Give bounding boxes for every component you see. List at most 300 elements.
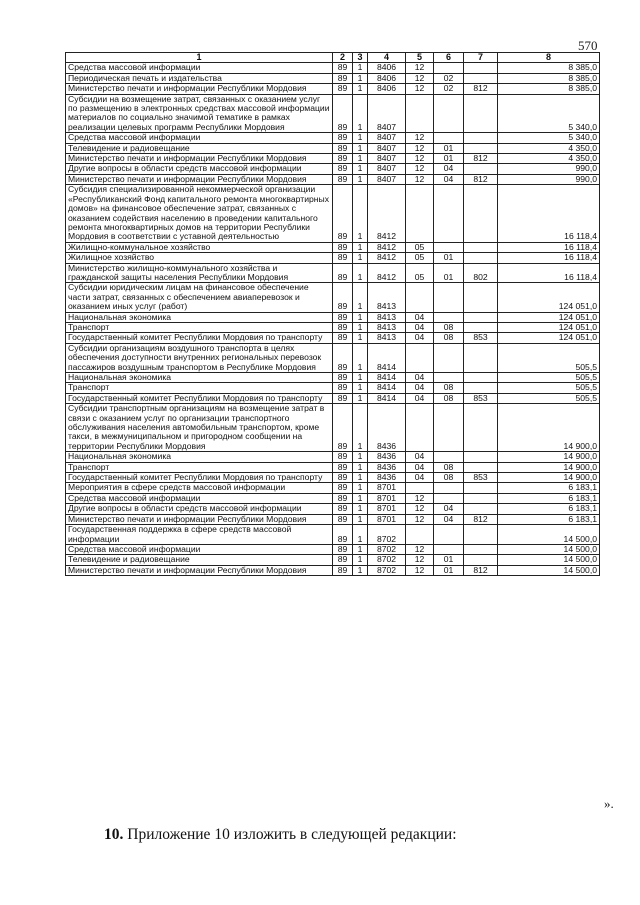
- row-code: 89: [333, 383, 353, 393]
- row-amount: 14 500,0: [498, 544, 600, 554]
- table-row: [66, 322, 600, 332]
- row-code: [464, 143, 498, 153]
- row-code: [434, 343, 464, 372]
- row-code: 89: [333, 404, 353, 452]
- row-code: [464, 312, 498, 322]
- row-code: 89: [333, 94, 353, 133]
- row-description: Министерство печати и информации Республики Мордовия: [66, 565, 333, 575]
- row-amount: 505,5: [498, 383, 600, 393]
- row-code: 89: [333, 452, 353, 462]
- row-code: 89: [333, 174, 353, 184]
- row-description: Субсидии на возмещение затрат, связанных с оказанием услуг по размещению в электронных средствах массовой информации материалов по социально значимой тематике в рамках реализации целевых программ Республики Мордовия: [66, 94, 333, 133]
- row-code: 1: [353, 504, 368, 514]
- row-code: 89: [333, 164, 353, 174]
- row-code: 8702: [368, 555, 406, 565]
- row-code: 8406: [368, 73, 406, 83]
- row-description: Средства массовой информации: [66, 544, 333, 554]
- table-row: [66, 393, 600, 403]
- row-amount: 990,0: [498, 164, 600, 174]
- row-code: [464, 94, 498, 133]
- row-amount: 14 900,0: [498, 452, 600, 462]
- row-code: 01: [434, 143, 464, 153]
- row-code: [434, 63, 464, 73]
- row-code: 05: [406, 253, 434, 263]
- row-amount: 505,5: [498, 373, 600, 383]
- row-code: 8413: [368, 322, 406, 332]
- row-code: 1: [353, 473, 368, 483]
- table-row: [66, 283, 600, 312]
- row-code: 802: [464, 263, 498, 283]
- table-row: [66, 555, 600, 565]
- row-description: Транспорт: [66, 383, 333, 393]
- row-code: [464, 185, 498, 242]
- row-code: 04: [434, 174, 464, 184]
- row-code: [464, 493, 498, 503]
- row-code: 89: [333, 253, 353, 263]
- row-code: 89: [333, 154, 353, 164]
- row-code: 8414: [368, 373, 406, 383]
- row-code: 1: [353, 154, 368, 164]
- row-description: Государственный комитет Республики Мордовия по транспорту: [66, 473, 333, 483]
- row-code: 08: [434, 393, 464, 403]
- table-row: [66, 333, 600, 343]
- row-code: 8413: [368, 283, 406, 312]
- table-row: [66, 544, 600, 554]
- row-code: 1: [353, 73, 368, 83]
- row-code: [434, 242, 464, 252]
- row-code: [464, 383, 498, 393]
- row-description: Государственный комитет Республики Мордовия по транспорту: [66, 333, 333, 343]
- row-amount: 8 385,0: [498, 84, 600, 94]
- table-row: [66, 514, 600, 524]
- row-code: 04: [406, 462, 434, 472]
- row-code: 12: [406, 84, 434, 94]
- row-description: Транспорт: [66, 322, 333, 332]
- row-amount: 4 350,0: [498, 154, 600, 164]
- row-code: 89: [333, 84, 353, 94]
- row-code: 8702: [368, 525, 406, 545]
- row-description: Периодическая печать и издательства: [66, 73, 333, 83]
- table-row: [66, 462, 600, 472]
- row-description: Министерство печати и информации Республики Мордовия: [66, 84, 333, 94]
- table-row: [66, 185, 600, 242]
- row-code: 8407: [368, 174, 406, 184]
- row-code: [406, 94, 434, 133]
- row-description: Мероприятия в сфере средств массовой информации: [66, 483, 333, 493]
- row-code: 8412: [368, 253, 406, 263]
- row-code: 04: [406, 312, 434, 322]
- table-row: [66, 133, 600, 143]
- row-code: 1: [353, 452, 368, 462]
- row-code: 12: [406, 63, 434, 73]
- table-row: [66, 263, 600, 283]
- table-row: [66, 383, 600, 393]
- row-code: 812: [464, 154, 498, 164]
- row-code: [434, 404, 464, 452]
- row-code: 89: [333, 73, 353, 83]
- row-code: [434, 544, 464, 554]
- row-description: Жилищное хозяйство: [66, 253, 333, 263]
- row-code: 12: [406, 555, 434, 565]
- row-code: 89: [333, 333, 353, 343]
- row-amount: 124 051,0: [498, 312, 600, 322]
- row-code: 8436: [368, 462, 406, 472]
- row-code: [434, 493, 464, 503]
- row-amount: 5 340,0: [498, 94, 600, 133]
- row-code: 8407: [368, 164, 406, 174]
- row-code: 853: [464, 393, 498, 403]
- row-code: 1: [353, 333, 368, 343]
- row-code: 8413: [368, 333, 406, 343]
- column-header: 8: [498, 53, 600, 63]
- row-code: 89: [333, 565, 353, 575]
- row-code: 89: [333, 504, 353, 514]
- row-code: [434, 283, 464, 312]
- row-code: [464, 373, 498, 383]
- table-row: [66, 63, 600, 73]
- row-code: [434, 525, 464, 545]
- row-code: 05: [406, 242, 434, 252]
- page-number: 570: [578, 38, 598, 53]
- row-code: [464, 404, 498, 452]
- row-amount: 8 385,0: [498, 73, 600, 83]
- row-code: 812: [464, 514, 498, 524]
- row-code: 812: [464, 174, 498, 184]
- row-code: 8414: [368, 343, 406, 372]
- table-row: [66, 565, 600, 575]
- table-row: [66, 493, 600, 503]
- table-row: [66, 253, 600, 263]
- row-amount: 14 500,0: [498, 525, 600, 545]
- row-code: 812: [464, 84, 498, 94]
- row-code: 89: [333, 63, 353, 73]
- row-code: 04: [434, 164, 464, 174]
- row-code: [464, 483, 498, 493]
- row-code: [434, 185, 464, 242]
- row-description: Государственный комитет Республики Мордовия по транспорту: [66, 393, 333, 403]
- row-code: [434, 312, 464, 322]
- row-description: Телевидение и радиовещание: [66, 143, 333, 153]
- column-header: 7: [464, 53, 498, 63]
- row-amount: 6 183,1: [498, 504, 600, 514]
- row-code: 04: [406, 383, 434, 393]
- row-code: 1: [353, 263, 368, 283]
- table-row: [66, 174, 600, 184]
- row-code: [464, 133, 498, 143]
- row-code: 1: [353, 63, 368, 73]
- row-code: 04: [406, 333, 434, 343]
- row-amount: 8 385,0: [498, 63, 600, 73]
- row-code: [406, 343, 434, 372]
- row-amount: 6 183,1: [498, 514, 600, 524]
- row-code: 08: [434, 333, 464, 343]
- row-amount: 16 118,4: [498, 185, 600, 242]
- row-description: Субсидия специализированной некоммерческой организации «Республиканский Фонд капитального ремонта многоквартирных домов» на финансовое обеспечение затрат, связанных с оказанием содействия населению в проведении капитального ремонта многоквартирных домов на территории Республики Мордовия в соответствии с уставной деятельностью: [66, 185, 333, 242]
- row-code: 8407: [368, 133, 406, 143]
- row-code: 01: [434, 565, 464, 575]
- row-amount: 505,5: [498, 393, 600, 403]
- row-amount: 14 900,0: [498, 404, 600, 452]
- row-code: 1: [353, 525, 368, 545]
- row-code: 1: [353, 143, 368, 153]
- row-amount: 14 900,0: [498, 462, 600, 472]
- row-code: 04: [434, 514, 464, 524]
- row-amount: 16 118,4: [498, 253, 600, 263]
- row-code: 1: [353, 174, 368, 184]
- table-row: [66, 164, 600, 174]
- row-code: 12: [406, 154, 434, 164]
- row-description: Субсидии организациям воздушного транспорта в целях обеспечения доступности внутренних региональных перевозок пассажиров воздушным транспортом в Республике Мордовия: [66, 343, 333, 372]
- row-code: [464, 253, 498, 263]
- row-code: 01: [434, 263, 464, 283]
- row-code: 89: [333, 525, 353, 545]
- row-code: 02: [434, 73, 464, 83]
- row-description: Министерство жилищно-коммунального хозяйства и гражданской защиты населения Республики Мордовия: [66, 263, 333, 283]
- row-code: 89: [333, 242, 353, 252]
- row-code: 12: [406, 174, 434, 184]
- footer-item-number: 10.: [104, 826, 124, 843]
- row-code: [406, 283, 434, 312]
- column-header: 2: [333, 53, 353, 63]
- row-code: 08: [434, 473, 464, 483]
- row-code: 8702: [368, 565, 406, 575]
- row-description: Министерство печати и информации Республики Мордовия: [66, 174, 333, 184]
- row-code: 89: [333, 393, 353, 403]
- row-description: Жилищно-коммунальное хозяйство: [66, 242, 333, 252]
- row-amount: 4 350,0: [498, 143, 600, 153]
- row-code: 01: [434, 555, 464, 565]
- row-code: 04: [406, 373, 434, 383]
- row-amount: 505,5: [498, 343, 600, 372]
- row-code: 8407: [368, 94, 406, 133]
- row-description: Другие вопросы в области средств массовой информации: [66, 164, 333, 174]
- row-code: [434, 452, 464, 462]
- table-row: [66, 73, 600, 83]
- table-row: [66, 483, 600, 493]
- row-code: 89: [333, 514, 353, 524]
- row-code: 8436: [368, 404, 406, 452]
- row-code: 1: [353, 253, 368, 263]
- row-amount: 14 500,0: [498, 555, 600, 565]
- row-description: Средства массовой информации: [66, 133, 333, 143]
- row-amount: 16 118,4: [498, 242, 600, 252]
- row-code: 04: [406, 393, 434, 403]
- row-code: 1: [353, 242, 368, 252]
- row-code: 01: [434, 253, 464, 263]
- row-code: 1: [353, 343, 368, 372]
- row-code: [464, 73, 498, 83]
- row-code: 1: [353, 312, 368, 322]
- row-code: 08: [434, 322, 464, 332]
- row-code: [406, 185, 434, 242]
- row-code: 8412: [368, 242, 406, 252]
- row-amount: 990,0: [498, 174, 600, 184]
- row-amount: 16 118,4: [498, 263, 600, 283]
- row-code: [464, 462, 498, 472]
- row-code: 8702: [368, 544, 406, 554]
- row-code: 8701: [368, 493, 406, 503]
- table-row: [66, 343, 600, 372]
- closing-quote: ».: [604, 796, 614, 811]
- row-description: Средства массовой информации: [66, 493, 333, 503]
- row-amount: 124 051,0: [498, 322, 600, 332]
- row-amount: 124 051,0: [498, 333, 600, 343]
- row-code: 1: [353, 94, 368, 133]
- row-code: 01: [434, 154, 464, 164]
- row-description: Субсидии юридическим лицам на финансовое обеспечение части затрат, связанных с обеспечением авиаперевозок и оказанием иных услуг (работ): [66, 283, 333, 312]
- row-code: 04: [406, 473, 434, 483]
- row-code: [464, 504, 498, 514]
- table-row: [66, 143, 600, 153]
- row-code: 04: [406, 452, 434, 462]
- row-code: 1: [353, 493, 368, 503]
- footer-instruction: [104, 826, 457, 844]
- row-code: 812: [464, 565, 498, 575]
- column-header: 6: [434, 53, 464, 63]
- row-code: 89: [333, 343, 353, 372]
- row-code: 8436: [368, 473, 406, 483]
- row-code: 1: [353, 322, 368, 332]
- row-code: 89: [333, 283, 353, 312]
- row-code: 1: [353, 373, 368, 383]
- row-description: Национальная экономика: [66, 452, 333, 462]
- row-description: Средства массовой информации: [66, 63, 333, 73]
- table-row: [66, 84, 600, 94]
- table-row: [66, 473, 600, 483]
- row-code: [464, 452, 498, 462]
- row-amount: 5 340,0: [498, 133, 600, 143]
- row-code: 1: [353, 565, 368, 575]
- row-code: 08: [434, 383, 464, 393]
- row-code: 1: [353, 164, 368, 174]
- column-header: 4: [368, 53, 406, 63]
- row-code: 89: [333, 312, 353, 322]
- row-code: 89: [333, 555, 353, 565]
- row-code: 8414: [368, 383, 406, 393]
- row-code: 89: [333, 483, 353, 493]
- row-code: [464, 544, 498, 554]
- row-code: [406, 525, 434, 545]
- table-row: [66, 94, 600, 133]
- row-code: 89: [333, 493, 353, 503]
- row-description: Национальная экономика: [66, 373, 333, 383]
- table-body: [66, 63, 600, 576]
- row-code: 1: [353, 462, 368, 472]
- row-code: 12: [406, 164, 434, 174]
- row-code: 08: [434, 462, 464, 472]
- row-code: 8412: [368, 263, 406, 283]
- row-description: Министерство печати и информации Республики Мордовия: [66, 514, 333, 524]
- row-code: 8407: [368, 154, 406, 164]
- row-description: Субсидии транспортным организациям на возмещение затрат в связи с оказанием услуг по организации транспортного обслуживания населения автомобильным транспортом, кроме такси, в межмуниципальном и пригородном сообщении на территории Республики Мордовия: [66, 404, 333, 452]
- table-row: [66, 312, 600, 322]
- row-code: 89: [333, 462, 353, 472]
- row-code: [434, 94, 464, 133]
- row-code: 8407: [368, 143, 406, 153]
- row-description: Телевидение и радиовещание: [66, 555, 333, 565]
- row-code: 89: [333, 185, 353, 242]
- row-code: [464, 525, 498, 545]
- row-code: 8701: [368, 483, 406, 493]
- row-code: 1: [353, 544, 368, 554]
- row-code: 1: [353, 84, 368, 94]
- table-header-row: [66, 53, 600, 63]
- row-code: 89: [333, 322, 353, 332]
- row-code: 853: [464, 333, 498, 343]
- row-code: [464, 322, 498, 332]
- row-code: [434, 133, 464, 143]
- row-code: 12: [406, 73, 434, 83]
- row-description: Министерство печати и информации Республики Мордовия: [66, 154, 333, 164]
- row-amount: 14 900,0: [498, 473, 600, 483]
- row-code: [406, 483, 434, 493]
- row-code: 05: [406, 263, 434, 283]
- row-code: 12: [406, 493, 434, 503]
- row-description: Другие вопросы в области средств массовой информации: [66, 504, 333, 514]
- table-row: [66, 154, 600, 164]
- row-code: 89: [333, 133, 353, 143]
- row-code: [434, 483, 464, 493]
- row-code: 1: [353, 185, 368, 242]
- row-code: 89: [333, 143, 353, 153]
- row-amount: 6 183,1: [498, 483, 600, 493]
- table-row: [66, 452, 600, 462]
- row-code: 1: [353, 283, 368, 312]
- row-code: 1: [353, 383, 368, 393]
- row-amount: 14 500,0: [498, 565, 600, 575]
- row-code: [464, 555, 498, 565]
- row-code: 8701: [368, 514, 406, 524]
- row-code: 8413: [368, 312, 406, 322]
- row-code: 89: [333, 544, 353, 554]
- row-code: 12: [406, 504, 434, 514]
- column-header: 5: [406, 53, 434, 63]
- row-code: 1: [353, 483, 368, 493]
- column-header: 1: [66, 53, 333, 63]
- table-row: [66, 373, 600, 383]
- row-code: 8701: [368, 504, 406, 514]
- row-code: 1: [353, 133, 368, 143]
- row-code: 02: [434, 84, 464, 94]
- row-code: 8414: [368, 393, 406, 403]
- row-code: [406, 404, 434, 452]
- row-code: 1: [353, 555, 368, 565]
- row-code: 12: [406, 514, 434, 524]
- row-code: [464, 164, 498, 174]
- row-code: 04: [406, 322, 434, 332]
- row-code: 04: [434, 504, 464, 514]
- table-row: [66, 242, 600, 252]
- row-description: Государственная поддержка в сфере средств массовой информации: [66, 525, 333, 545]
- row-description: Транспорт: [66, 462, 333, 472]
- row-code: 89: [333, 473, 353, 483]
- row-description: Национальная экономика: [66, 312, 333, 322]
- row-code: [464, 242, 498, 252]
- row-code: 89: [333, 373, 353, 383]
- row-code: 8436: [368, 452, 406, 462]
- row-amount: 6 183,1: [498, 493, 600, 503]
- column-header: 3: [353, 53, 368, 63]
- row-code: 8406: [368, 84, 406, 94]
- table-row: [66, 525, 600, 545]
- row-amount: 124 051,0: [498, 283, 600, 312]
- row-code: [434, 373, 464, 383]
- row-code: 853: [464, 473, 498, 483]
- row-code: 8412: [368, 185, 406, 242]
- row-code: 12: [406, 544, 434, 554]
- row-code: 1: [353, 404, 368, 452]
- row-code: 12: [406, 133, 434, 143]
